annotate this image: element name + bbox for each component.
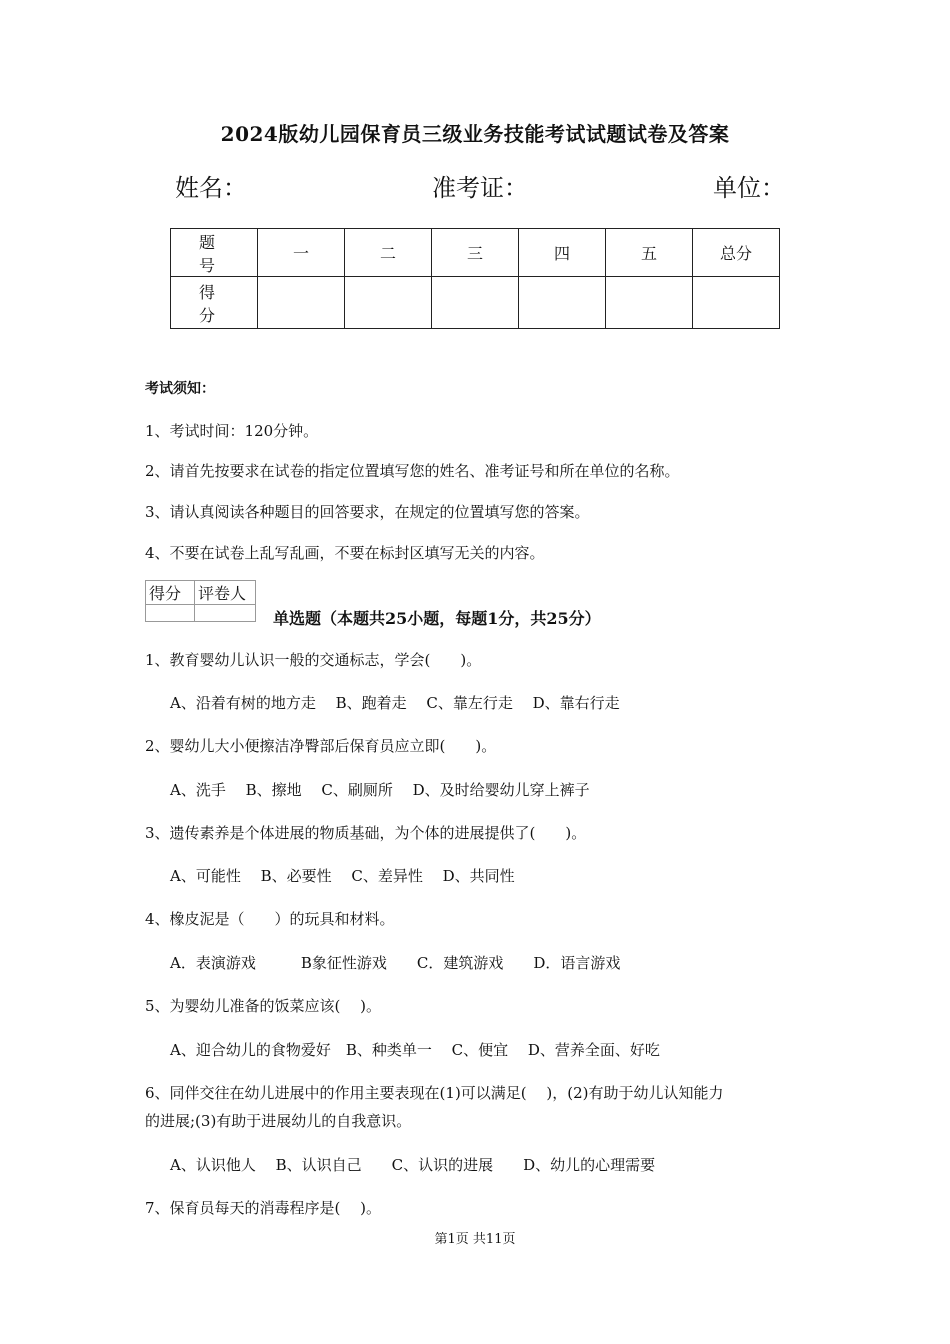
score-cell[interactable]: [432, 277, 519, 329]
score-table-header-cell: 总分: [693, 229, 780, 277]
question-text: 3、遗传素养是个体进展的物质基础，为个体的进展提供了( )。: [145, 824, 587, 842]
grader-score-label: 得分: [146, 581, 195, 605]
notice-title: 考试须知：: [145, 381, 215, 397]
question-options: A、洗手 B、擦地 C、刷厕所 D、及时给婴幼儿穿上裤子: [170, 781, 590, 799]
score-table-header-cell: 三: [432, 229, 519, 277]
grader-reviewer-cell[interactable]: [195, 605, 256, 622]
question-options: A、迎合幼儿的食物爱好 B、种类单一 C、便宜 D、营养全面、好吃: [170, 1041, 660, 1059]
unit-label: 单位：: [713, 174, 785, 202]
score-table-header-cell: 题 号: [171, 229, 258, 277]
score-cell[interactable]: [606, 277, 693, 329]
question-options: A、沿着有树的地方走 B、跑着走 C、靠左行走 D、靠右行走: [170, 694, 620, 712]
page-footer: 第1页 共11页: [434, 1232, 516, 1247]
notice-item: 3、请认真阅读各种题目的回答要求，在规定的位置填写您的答案。: [145, 503, 590, 521]
question-text: 5、为婴幼儿准备的饭菜应该( )。: [145, 997, 382, 1015]
score-table-score-row: [171, 277, 780, 329]
question-options: A．表演游戏 B象征性游戏 C．建筑游戏 D．语言游戏: [170, 954, 621, 972]
score-table-header-cell: 一: [258, 229, 345, 277]
notice-item: 2、请首先按要求在试卷的指定位置填写您的姓名、准考证号和所在单位的名称。: [145, 462, 680, 480]
score-table-header-cell: 五: [606, 229, 693, 277]
notice-item: 4、不要在试卷上乱写乱画，不要在标封区填写无关的内容。: [145, 544, 545, 562]
question-text: 7、保育员每天的消毒程序是( )。: [145, 1199, 382, 1217]
grader-score-cell[interactable]: [146, 605, 195, 622]
question-text: 1、教育婴幼儿认识一般的交通标志，学会( )。: [145, 651, 482, 669]
name-label: 姓名：: [175, 174, 247, 202]
question-text: 2、婴幼儿大小便擦洁净臀部后保育员应立即( )。: [145, 737, 497, 755]
score-table-header-row: [171, 229, 780, 277]
document-title: 2024版幼儿园保育员三级业务技能考试试题试卷及答案: [220, 122, 730, 146]
notice-item: 1、考试时间：120分钟。: [145, 422, 319, 440]
score-table-header-cell: 四: [519, 229, 606, 277]
question-options: A、可能性 B、必要性 C、差异性 D、共同性: [170, 867, 515, 885]
exam-id-label: 准考证：: [432, 174, 528, 202]
score-row-label: 得 分: [171, 277, 258, 329]
score-cell[interactable]: [258, 277, 345, 329]
question-text-continued: 的进展;(3)有助于进展幼儿的自我意识。: [145, 1112, 412, 1130]
grader-reviewer-label: 评卷人: [195, 581, 256, 605]
score-table: [170, 228, 780, 329]
candidate-info: [175, 168, 785, 208]
score-cell[interactable]: [519, 277, 606, 329]
grader-box: [145, 580, 256, 622]
question-options: A、认识他人 B、认识自己 C、认识的进展 D、幼儿的心理需要: [170, 1156, 656, 1174]
question-text: 4、橡皮泥是（ ）的玩具和材料。: [145, 910, 395, 928]
score-cell[interactable]: [693, 277, 780, 329]
question-text: 6、同伴交往在幼儿进展中的作用主要表现在(1)可以满足( )，(2)有助于幼儿认知能力: [145, 1084, 724, 1102]
section-title: 单选题（本题共25小题，每题1分，共25分）: [273, 609, 601, 628]
score-table-header-cell: 二: [345, 229, 432, 277]
score-cell[interactable]: [345, 277, 432, 329]
